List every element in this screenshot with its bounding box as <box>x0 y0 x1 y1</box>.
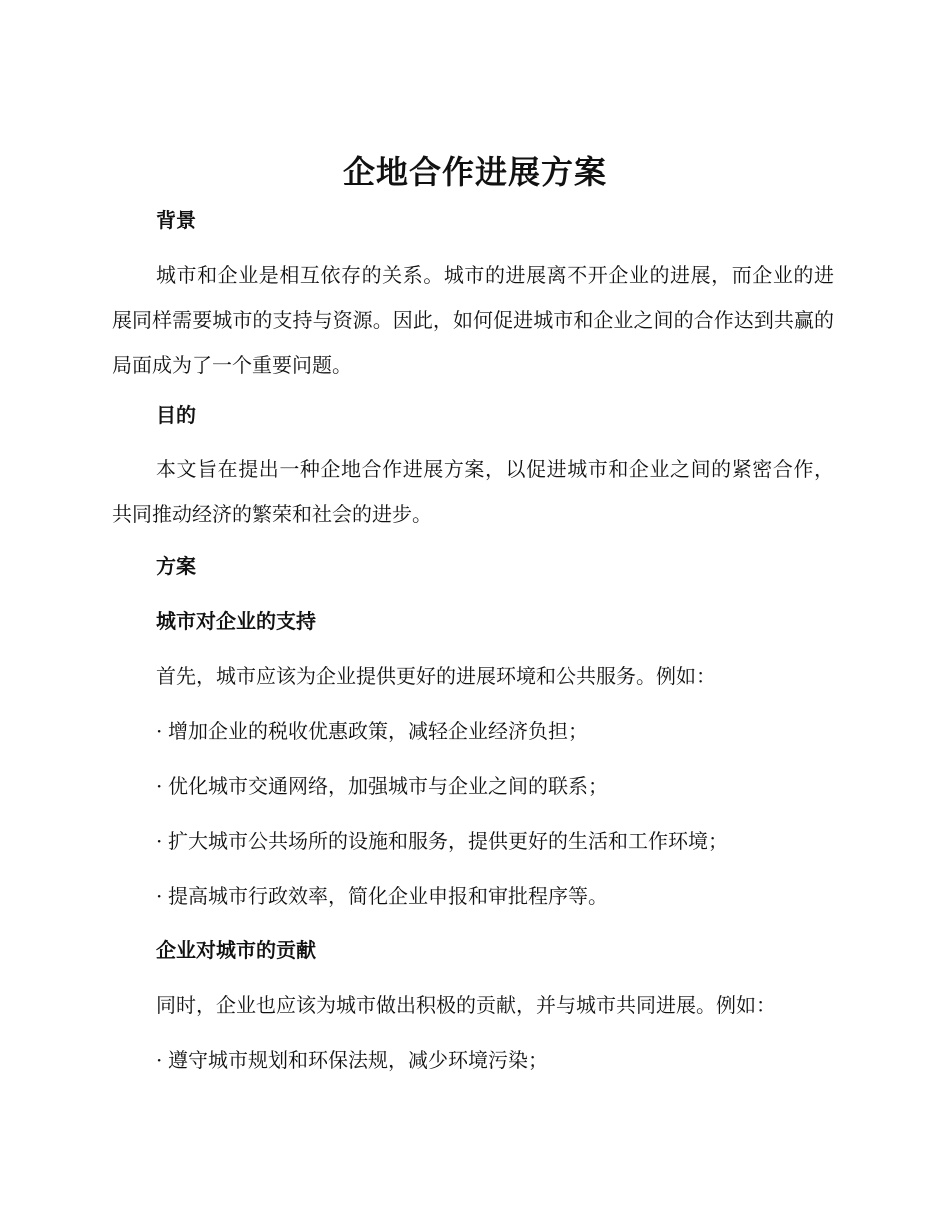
heading-purpose: 目的 <box>156 403 196 427</box>
heading-background: 背景 <box>156 208 196 232</box>
intro-enterprise-contribution: 同时，企业也应该为城市做出积极的贡献，并与城市共同进展。例如： <box>156 993 776 1017</box>
bullet-dot: · <box>156 774 163 798</box>
list-item-text: 增加企业的税收优惠政策，减轻企业经济负担； <box>168 719 588 743</box>
list-item-text: 扩大城市公共场所的设施和服务，提供更好的生活和工作环境； <box>168 829 728 853</box>
bullet-dot: · <box>156 829 163 853</box>
list-item <box>156 716 588 746</box>
list-item <box>156 826 728 856</box>
heading-plan: 方案 <box>156 554 196 578</box>
bullet-dot: · <box>156 1048 163 1072</box>
document-title: 企地合作进展方案 <box>342 153 607 191</box>
heading-enterprise-contribution: 企业对城市的贡献 <box>156 938 316 962</box>
list-item-text: 遵守城市规划和环保法规，减少环境污染； <box>168 1048 548 1072</box>
paragraph-background: 城市和企业是相互依存的关系。城市的进展离不开企业的进展，而企业的进展同样需要城市的支持与资源。因此，如何促进城市和企业之间的合作达到共赢的局面成为了一个重要问题。 <box>112 263 834 377</box>
intro-city-support: 首先，城市应该为企业提供更好的进展环境和公共服务。例如： <box>156 664 716 688</box>
bullet-dot: · <box>156 884 163 908</box>
paragraph-purpose: 本文旨在提出一种企地合作进展方案，以促进城市和企业之间的紧密合作，共同推动经济的繁荣和社会的进步。 <box>112 457 834 526</box>
list-item <box>156 1045 548 1075</box>
list-item-text: 优化城市交通网络，加强城市与企业之间的联系； <box>168 774 608 798</box>
list-item <box>156 771 608 801</box>
bullet-dot: · <box>156 719 163 743</box>
list-item <box>156 881 608 911</box>
list-item-text: 提高城市行政效率，简化企业申报和审批程序等。 <box>168 884 608 908</box>
heading-city-support: 城市对企业的支持 <box>156 609 316 633</box>
